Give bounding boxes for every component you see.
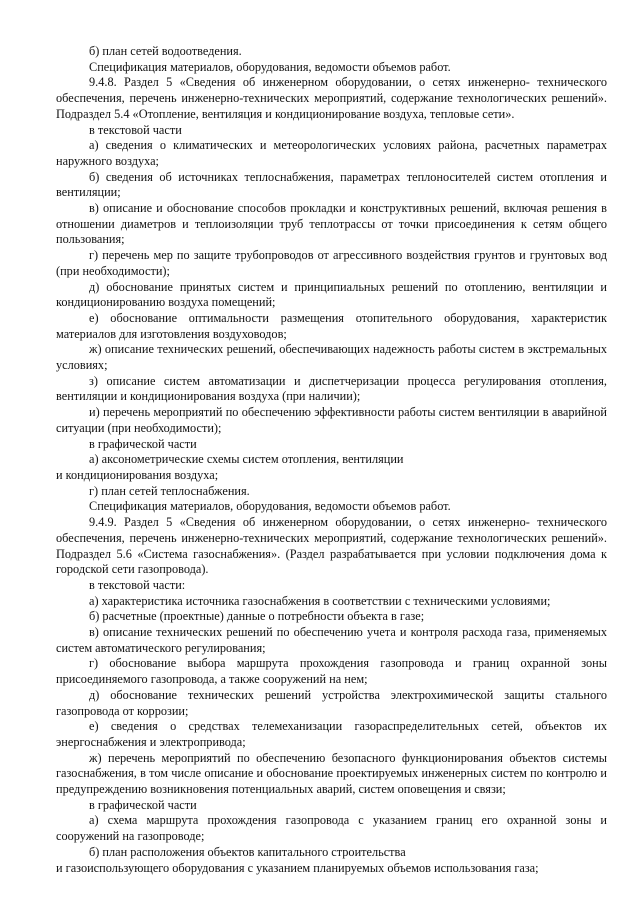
paragraph: д) обоснование технических решений устройства электрохимической защиты стального газопровода от коррозии; [56, 687, 607, 718]
paragraph: а) характеристика источника газоснабжения в соответствии с техническими условиями; [89, 593, 551, 608]
paragraph: б) план сетей водоотведения. [89, 44, 242, 58]
document-body [56, 44, 607, 876]
paragraph: и) перечень мероприятий по обеспечению эффективности работы систем вентиляции в аварийной ситуации (при необходимости); [56, 405, 607, 435]
paragraph: в текстовой части [89, 122, 182, 137]
paragraph: в графической части [89, 797, 197, 812]
paragraph: в графической части [89, 436, 197, 451]
paragraph: г) обоснование выбора маршрута прохождения газопровода и границ охранной зоны присоединяемого газопровода, а также сооружений на нем; [56, 656, 607, 687]
paragraph: б) сведения об источниках теплоснабжения, параметрах теплоносителей систем отопления и вентиляции; [56, 169, 607, 200]
paragraph: е) обоснование оптимальности размещения отопительного оборудования, характеристик материалов для изготовления воздуховодов; [56, 310, 607, 341]
paragraph: ж) описание технических решений, обеспечивающих надежность работы систем в экстремальных условиях; [56, 342, 607, 373]
paragraph: в) описание и обоснование способов прокладки и конструктивных решений, включая решения в отношении диаметров и теплоизоляции труб теплотрассы от точки присоединения к сетям общего пользования; [56, 201, 607, 247]
paragraph: Спецификация материалов, оборудования, ведомости объемов работ. [89, 499, 451, 514]
paragraph: б) план расположения объектов капитального строительства [89, 844, 406, 859]
paragraph: а) аксонометрические схемы систем отопления, вентиляции [89, 452, 404, 467]
paragraph: в текстовой части: [89, 577, 186, 592]
paragraph: ж) перечень мероприятий по обеспечению безопасного функционирования объектов системы газоснабжения, в том числе описание и обоснование проектируемых инженерных систем по контролю и предупреждению возникновения потенциальных аварий, систем оповещения и связи; [56, 750, 607, 797]
paragraph: г) перечень мер по защите трубопроводов от агрессивного воздействия грунтов и грунтовых вод (при необходимости); [56, 248, 607, 278]
paragraph: е) сведения о средствах телемеханизации газораспределительных сетей, объектов их энергоснабжения и электропривода; [56, 719, 607, 749]
paragraph: 9.4.9. Раздел 5 «Сведения об инженерном оборудовании, о сетях инженерно- технического обеспечения, перечень инженерно-технических мероприятий, содержание технологических решений». Подраздел 5.6 «Система газоснабжения». (Раздел разрабатывается при условии подключения дома к городской сети газопровода). [56, 515, 607, 577]
paragraph: з) описание систем автоматизации и диспетчеризации процесса регулирования отопления, вентиляции и кондиционирования воздуха (при наличии); [56, 373, 607, 404]
paragraph: а) схема маршрута прохождения газопровода с указанием границ его охранной зоны и сооружений на газопроводе; [56, 813, 607, 844]
paragraph: и кондиционирования воздуха; [56, 467, 219, 482]
paragraph: 9.4.8. Раздел 5 «Сведения об инженерном оборудовании, о сетях инженерно- технического обеспечения, перечень инженерно-технических мероприятий, содержание технологических решений». Подраздел 5.4 «Отопление, вентиляция и кондиционирование воздуха, тепловые сети». [56, 75, 607, 121]
paragraph: Спецификация материалов, оборудования, ведомости объемов работ. [89, 59, 451, 74]
paragraph: г) план сетей теплоснабжения. [89, 483, 250, 498]
paragraph: а) сведения о климатических и метеорологических условиях района, расчетных параметрах наружного воздуха; [56, 138, 607, 168]
paragraph: б) расчетные (проектные) данные о потребности объекта в газе; [89, 609, 425, 624]
paragraph: в) описание технических решений по обеспечению учета и контроля расхода газа, применяемых систем автоматического регулирования; [56, 625, 607, 655]
paragraph: и газоиспользующего оборудования с указанием планируемых объемов использования газа; [56, 860, 539, 875]
paragraph: д) обоснование принятых систем и принципиальных решений по отоплению, вентиляции и кондиционированию воздуха помещений; [56, 279, 607, 310]
